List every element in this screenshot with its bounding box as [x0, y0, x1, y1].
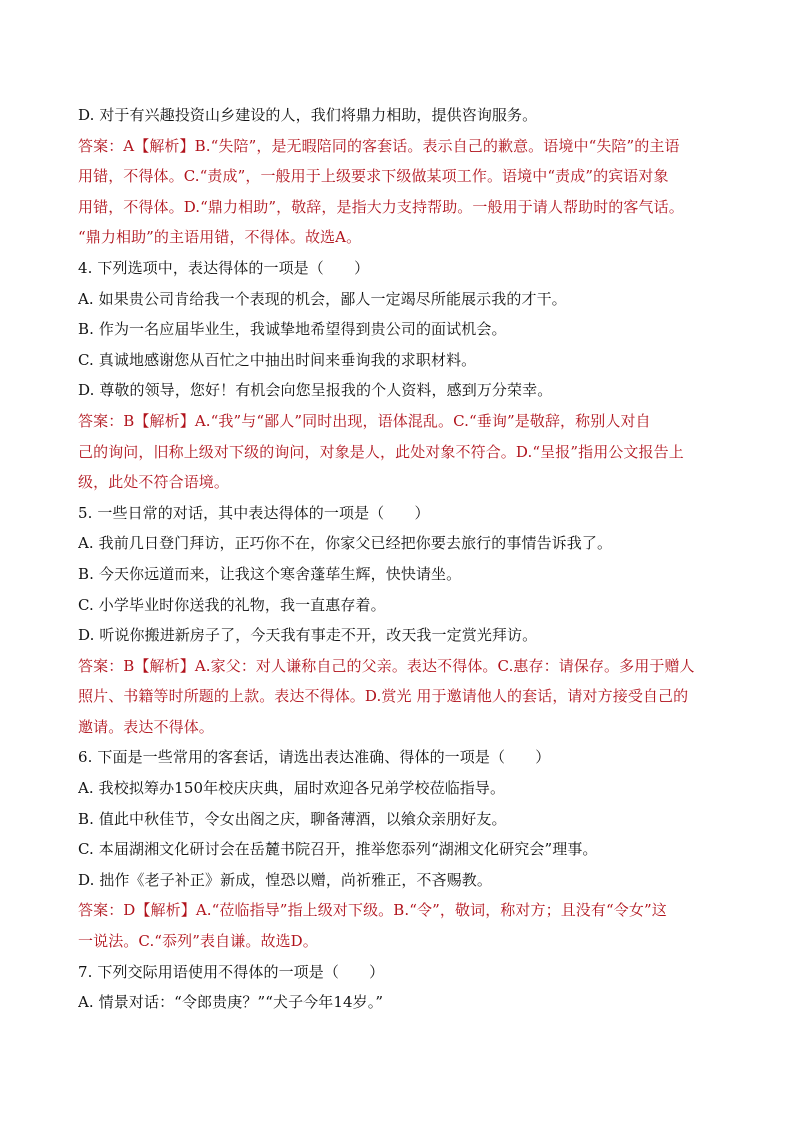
option-line: C. 本届湖湘文化研讨会在岳麓书院召开，推举您忝列“湖湘文化研究会”理事。	[78, 840, 598, 859]
answer-line: 一说法。C.“忝列”表自谦。故选D。	[78, 932, 318, 951]
option-line: D. 听说你搬进新房子了，今天我有事走不开，改天我一定赏光拜访。	[78, 626, 538, 645]
option-line: B. 值此中秋佳节，令女出阁之庆，聊备薄酒，以飨众亲朋好友。	[78, 809, 507, 828]
option-line: C. 真诚地感谢您从百忙之中抽出时间来垂询我的求职材料。	[78, 350, 477, 369]
answer-line: 答案：D【解析】A.“莅临指导”指上级对下级。B.“令”，敬词，称对方；且没有“令女”这	[78, 901, 667, 920]
option-line: A. 我校拟筹办150年校庆庆典，届时欢迎各兄弟学校莅临指导。	[78, 779, 506, 798]
answer-line: “鼎力相助”的主语用错，不得体。故选A。	[78, 228, 362, 247]
answer-line: 邀请。表达不得体。	[78, 717, 214, 736]
option-line: D. 拙作《老子补正》新成，惶恐以赠，尚祈雅正，不吝赐教。	[78, 870, 492, 889]
option-line: B. 今天你远道而来，让我这个寒舍蓬荜生辉，快快请坐。	[78, 564, 462, 583]
question-line: 5. 一些日常的对话，其中表达得体的一项是（ ）	[78, 503, 430, 522]
option-line: D. 尊敬的领导，您好！有机会向您呈报我的个人资料，感到万分荣幸。	[78, 381, 553, 400]
answer-line: 答案：B【解析】A.家父：对人谦称自己的父亲。表达不得体。C.惠存：请保存。多用于赠人	[78, 656, 695, 675]
option-line: A. 如果贵公司肯给我一个表现的机会，鄙人一定竭尽所能展示我的才干。	[78, 289, 567, 308]
option-line: A. 情景对话：“令郎贵庚？”“犬子今年14岁。”	[78, 993, 384, 1012]
answer-line: 用错，不得体。C.“责成”，一般用于上级要求下级做某项工作。语境中“责成”的宾语对象	[78, 167, 669, 186]
answer-line: 己的询问，旧称上级对下级的询问，对象是人，此处对象不符合。D.“呈报”指用公文报告上	[78, 442, 684, 461]
question-line: 7. 下列交际用语使用不得体的一项是（ ）	[78, 962, 385, 981]
answer-line: 用错，不得体。D.“鼎力相助”，敬辞，是指大力支持帮助。一般用于请人帮助时的客气话。	[78, 197, 684, 216]
option-line: C. 小学毕业时你送我的礼物，我一直惠存着。	[78, 595, 386, 614]
answer-line: 答案：B【解析】A.“我”与“鄙人”同时出现，语体混乱。C.“垂询”是敬辞，称别人对自	[78, 411, 651, 430]
answer-line: 级，此处不符合语境。	[78, 473, 230, 492]
question-line: 4. 下列选项中，表达得体的一项是（ ）	[78, 258, 370, 277]
answer-line: 照片、书籍等时所题的上款。表达不得体。D.赏光 用于邀请他人的套话，请对方接受自己的	[78, 687, 689, 706]
option-line: B. 作为一名应届毕业生，我诚挚地希望得到贵公司的面试机会。	[78, 320, 507, 339]
answer-line: 答案：A【解析】B.“失陪”，是无暇陪同的客套话。表示自己的歉意。语境中“失陪”的主语	[78, 136, 680, 155]
option-line: D. 对于有兴趣投资山乡建设的人，我们将鼎力相助，提供咨询服务。	[78, 106, 538, 124]
question-line: 6. 下面是一些常用的客套话，请选出表达准确、得体的一项是（ ）	[78, 748, 551, 767]
option-line: A. 我前几日登门拜访，正巧你不在，你家父已经把你要去旅行的事情告诉我了。	[78, 534, 613, 553]
